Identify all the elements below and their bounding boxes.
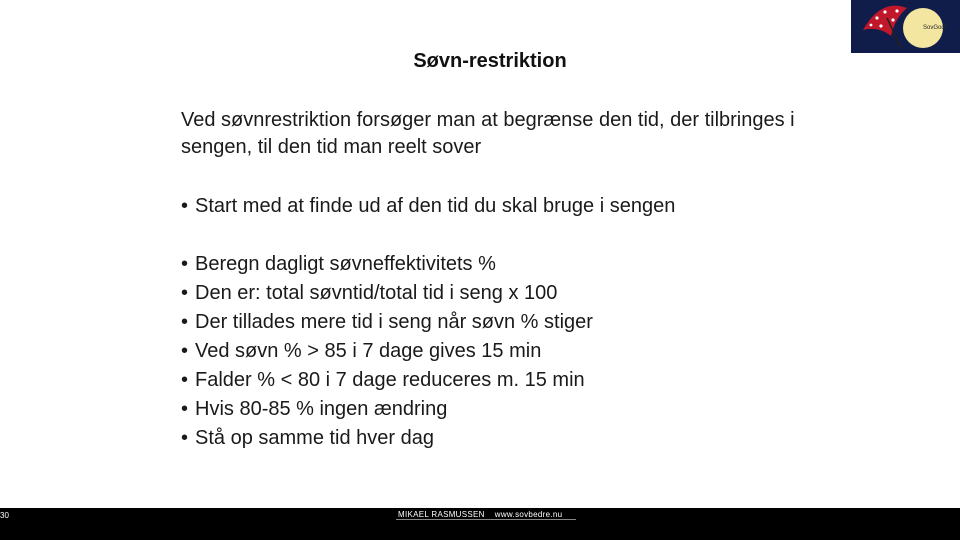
footer-bar (0, 508, 960, 540)
bullet-marker: • (181, 253, 189, 275)
bullet-item (181, 337, 593, 366)
bullet-text: Der tillades mere tid i seng når søvn % stiger (195, 311, 593, 333)
bullet-marker: • (181, 311, 189, 333)
bullet-item (181, 424, 593, 453)
footer-credits (398, 510, 572, 519)
bullet-text: Stå op samme tid hver dag (195, 427, 435, 449)
bullet-item (181, 308, 593, 337)
bullet-item (181, 250, 593, 279)
bullet-text: Ved søvn % > 85 i 7 dage gives 15 min (195, 340, 542, 362)
bullet-item (181, 279, 593, 308)
bullet-item (181, 395, 593, 424)
bullet-marker: • (181, 195, 189, 217)
page-number: 30 (0, 511, 9, 520)
bullet-list-first (181, 193, 675, 220)
bullet-text: Hvis 80-85 % ingen ændring (195, 398, 448, 420)
bullet-text: Beregn dagligt søvneffektivitets % (195, 253, 496, 275)
bullet-marker: • (181, 282, 189, 304)
bullet-list-second (181, 250, 593, 453)
bullet-marker: • (181, 398, 189, 420)
bullet-item (181, 366, 593, 395)
bullet-marker: • (181, 369, 189, 391)
logo (851, 0, 960, 53)
bullet-marker: • (181, 427, 189, 449)
footer-website: www.sovbedre.nu (494, 510, 563, 519)
footer-author: MIKAEL RASMUSSEN (398, 510, 485, 519)
footer-divider (396, 519, 576, 520)
slide-title: Søvn-restriktion (413, 50, 567, 72)
bullet-item: Start med at finde ud af den tid du skal bruge i sengen (195, 195, 676, 217)
bullet-text: Falder % < 80 i 7 dage reduceres m. 15 min (195, 369, 585, 391)
logo-text: SovGodt (923, 25, 947, 31)
bullet-text: Den er: total søvntid/total tid i seng x 100 (195, 282, 558, 304)
bullet-marker: • (181, 340, 189, 362)
slide-intro: Ved søvnrestriktion forsøger man at begrænse den tid, der tilbringes i sengen, til den tid man reelt sover (181, 109, 795, 158)
